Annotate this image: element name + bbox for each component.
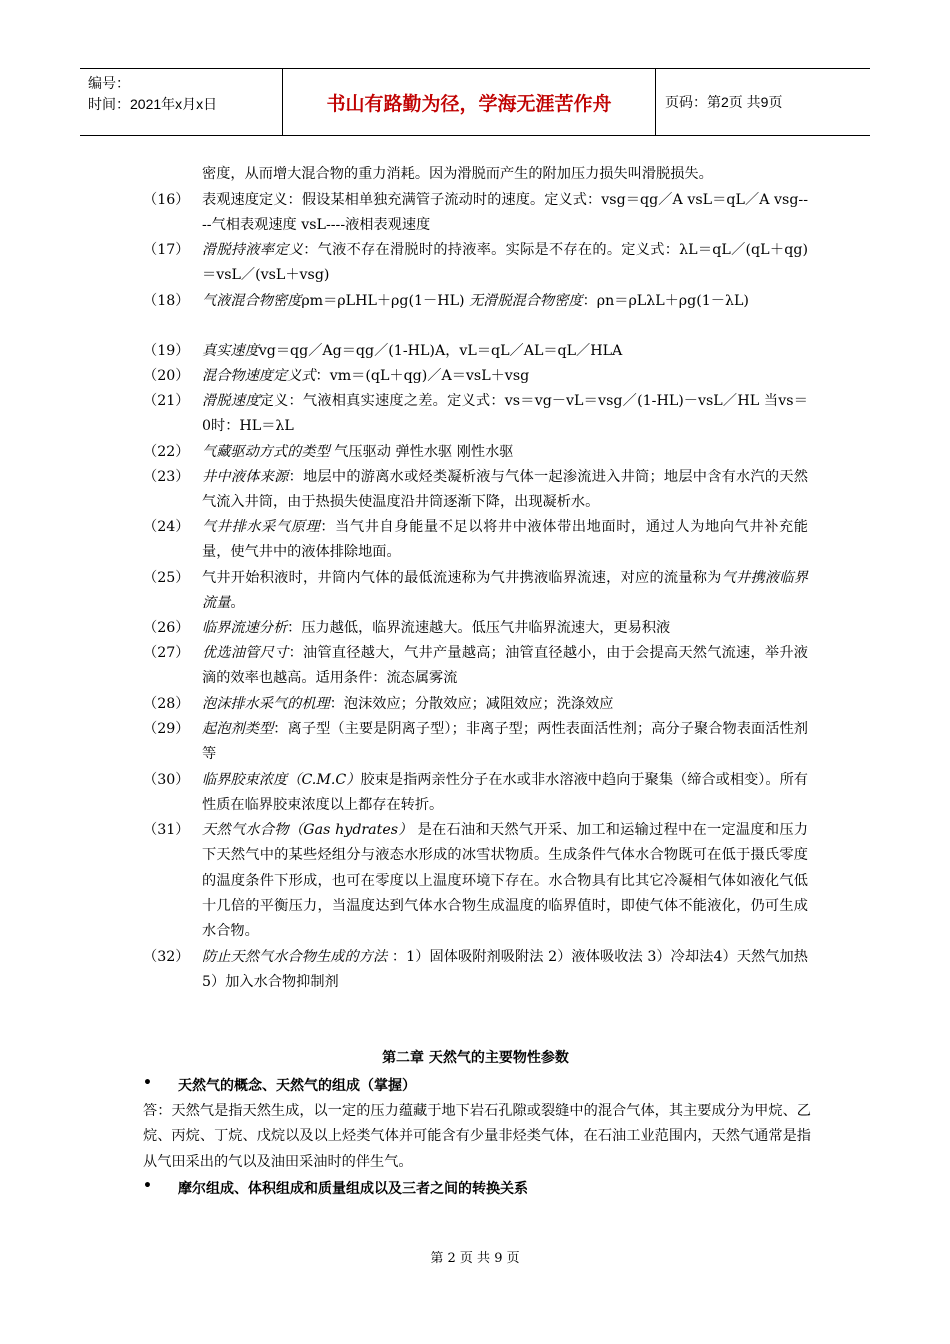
item-number: （27）: [143, 645, 190, 661]
item-term: 滑脱持液率定义: [202, 242, 304, 258]
item-text: [202, 389, 808, 440]
item-number: （18）: [143, 293, 190, 309]
item-number: （20）: [143, 368, 190, 384]
header-motto: 书山有路勤为径，学海无涯苦作舟: [283, 69, 656, 135]
item-body: ：地层中的游离水或烃类凝析液与气体一起渗流进入井筒；地层中含有水汽的天然气流入井筒，由于热损失使温度沿井筒逐渐下降，出现凝析水。: [202, 469, 808, 511]
item-term: 临界胶束浓度（C.M.C）: [202, 772, 361, 788]
item-body: ρm＝ρLHL＋ρg(1－HL): [301, 293, 470, 309]
item-text: [202, 616, 808, 641]
item-text: [202, 818, 808, 944]
definition-item: [143, 566, 808, 617]
item-text: [202, 289, 808, 314]
item-number: （25）: [143, 570, 190, 586]
item-number: （19）: [143, 343, 190, 359]
item-body: ：vm＝(qL＋qg)／A＝vsL＋vsg: [315, 368, 530, 384]
item-number: （30）: [143, 772, 190, 788]
item-body: 定义：气液相真实速度之差。定义式：vs＝vg－vL＝vsg／(1-HL)－vsL／HL 当vs＝0时：HL＝λL: [202, 393, 808, 435]
chapter-title: 第二章 天然气的主要物性参数: [382, 1050, 569, 1066]
page-header: [80, 68, 870, 136]
definition-item: [143, 818, 808, 944]
item-body: ：压力越低，临界流速越大。低压气井临界流速大，更易积液: [287, 620, 671, 636]
item-body: 胶束是指两亲性分子在水或非水溶液中趋向于聚集（缔合或相变）。所有性质在临界胶束浓度以上都存在转折。: [202, 772, 808, 814]
item-number: （29）: [143, 721, 190, 737]
continuation-text: 密度，从而增大混合物的重力消耗。因为滑脱而产生的附加压力损失叫滑脱损失。: [202, 166, 713, 182]
item-body-continued: sg＝qg／A vsL＝qL／A vsg----气相表观速度 vsL----液相表观速度: [202, 192, 808, 234]
item-text: [202, 515, 808, 566]
definition-item: [143, 440, 808, 465]
item-body: ：当气井自身能量不足以将井中液体带出地面时，通过人为地向气井补充能量，使气井中的液体排除地面。: [202, 519, 808, 561]
item-term: 泡沫排水采气的机理: [202, 696, 330, 712]
definition-item: [143, 188, 808, 239]
bullet-icon: •: [143, 1178, 152, 1194]
definition-item: [143, 641, 808, 692]
definition-item: [143, 945, 808, 996]
definition-item: [143, 339, 808, 364]
bullet-item: [143, 1178, 808, 1198]
item-number: （23）: [143, 469, 190, 485]
definition-item: [143, 465, 808, 516]
item-text: [202, 465, 808, 516]
item-text: [202, 238, 808, 289]
item-term: 气藏驱动方式的类型: [202, 444, 330, 460]
bullet-text: 天然气的概念、天然气的组成（掌握）: [178, 1078, 416, 1094]
item-body: ：泡沫效应；分散效应；减阻效应；洗涤效应: [329, 696, 614, 712]
item-body: vg＝qg／Ag＝qg／(1-HL)A，vL＝qL／AL＝qL／HLA: [258, 343, 623, 359]
item-text: [202, 692, 808, 717]
item-body: 气井开始积液时，井筒内气体的最低流速称为气井携液临界流速，对应的流量称为: [202, 570, 722, 586]
item-number: （31）: [143, 822, 190, 838]
answer-paragraph: 答：天然气是指天然生成，以一定的压力蕴藏于地下岩石孔隙或裂缝中的混合气体，其主要成分为甲烷、乙烷、丙烷、丁烷、戊烷以及以上烃类气体并可能含有少量非烃类气体，在石油工业范围内，天然气通常是指从气田采出的气以及油田采油时的伴生气。: [143, 1103, 811, 1170]
page-footer: 第 2 页 共 9 页: [430, 1251, 520, 1266]
item-number: （21）: [143, 393, 190, 409]
definition-item: [143, 289, 808, 314]
item-term: 井中液体来源: [202, 469, 289, 485]
definition-item: [143, 364, 808, 389]
item-term: 气液混合物密度: [202, 293, 302, 309]
item-text: [202, 768, 808, 819]
item-term: 无滑脱混合物密度: [469, 293, 583, 309]
item-number: （16）: [143, 192, 190, 208]
definition-item: [143, 515, 808, 566]
bullet-icon: •: [143, 1075, 152, 1091]
bullet-item: [143, 1075, 808, 1095]
item-number: （22）: [143, 444, 190, 460]
definition-item: [143, 692, 808, 717]
date-label: 时间：2021年x月x日: [88, 96, 218, 112]
item-number: （32）: [143, 949, 190, 965]
header-page-info: 页码：第2页 共9页: [665, 94, 783, 110]
header-meta: [80, 69, 283, 135]
item-term: 防止天然气水合物生成的方法: [202, 949, 388, 965]
item-body: ：ρn＝ρLλL＋ρg(1－λL): [582, 293, 749, 309]
item-text: [202, 440, 808, 465]
item-text: [202, 566, 808, 617]
item-body: ：1）固体吸附剂吸附法 2）液体吸收法 3）冷却法4）天然气加热 5）加入水合物抑制剂: [202, 949, 808, 991]
item-term: 气井排水采气原理: [202, 519, 321, 535]
item-text: [202, 945, 808, 996]
item-term: 天然气水合物（Gas hydrates）: [202, 822, 413, 838]
definition-item: [143, 768, 808, 819]
item-term: 真实速度: [202, 343, 259, 359]
definition-item: [143, 238, 808, 289]
item-text: [202, 717, 808, 768]
item-term: 优选油管尺寸: [202, 645, 289, 661]
item-term: 滑脱速度: [202, 393, 260, 409]
continuation-line: [143, 162, 808, 187]
item-text: [202, 364, 808, 389]
definition-item: [143, 717, 808, 768]
item-text: [202, 188, 808, 239]
item-number: （24）: [143, 519, 190, 535]
item-body: 表观速度定义：假设某相单独充满管子流动时的速度。定义式：v: [202, 192, 610, 208]
item-text: [202, 339, 808, 364]
item-term: 起泡剂类型: [202, 721, 274, 737]
item-body: 。: [230, 595, 245, 612]
definition-item: [143, 616, 808, 641]
item-number: （17）: [143, 242, 190, 258]
item-number: （28）: [143, 696, 190, 712]
item-body: ：离子型（主要是阴离子型）；非离子型；两性表面活性剂；高分子聚合物表面活性剂等: [202, 721, 808, 763]
item-body: ：气液不存在滑脱时的持液率。实际是不存在的。定义式：λL＝qL／(qL＋qg)＝vsL／(vsL＋vsg): [202, 242, 808, 284]
item-number: （26）: [143, 620, 190, 636]
item-body: 是在石油和天然气开采、加工和运输过程中在一定温度和压力下天然气中的某些烃组分与液态水形成的冰雪状物质。生成条件气体水合物既可在低于摄氏零度的温度条件下形成，也可在零度以上温度环境下存在。水合物具有比其它冷凝相气体如液化气低十几倍的平衡压力，当温度达到气体水合物生成温度的临界值时，即使气体不能液化，仍可生成水合物。: [202, 822, 809, 940]
item-term: 临界流速分析: [202, 620, 288, 636]
definition-item: [143, 389, 808, 440]
bullet-text: 摩尔组成、体积组成和质量组成以及三者之间的转换关系: [178, 1181, 528, 1197]
code-label: 编号：: [88, 75, 130, 91]
item-text: [202, 641, 808, 692]
item-body: 气压驱动 弹性水驱 刚性水驱: [329, 444, 514, 460]
item-term: 混合物速度定义式: [202, 368, 316, 384]
item-body: ：油管直径越大，气井产量越高；油管直径越小，由于会提高天然气流速，举升液滴的效率也越高。适用条件：流态属雾流: [202, 645, 808, 687]
item-term: 气井携液临界流量: [202, 570, 808, 612]
